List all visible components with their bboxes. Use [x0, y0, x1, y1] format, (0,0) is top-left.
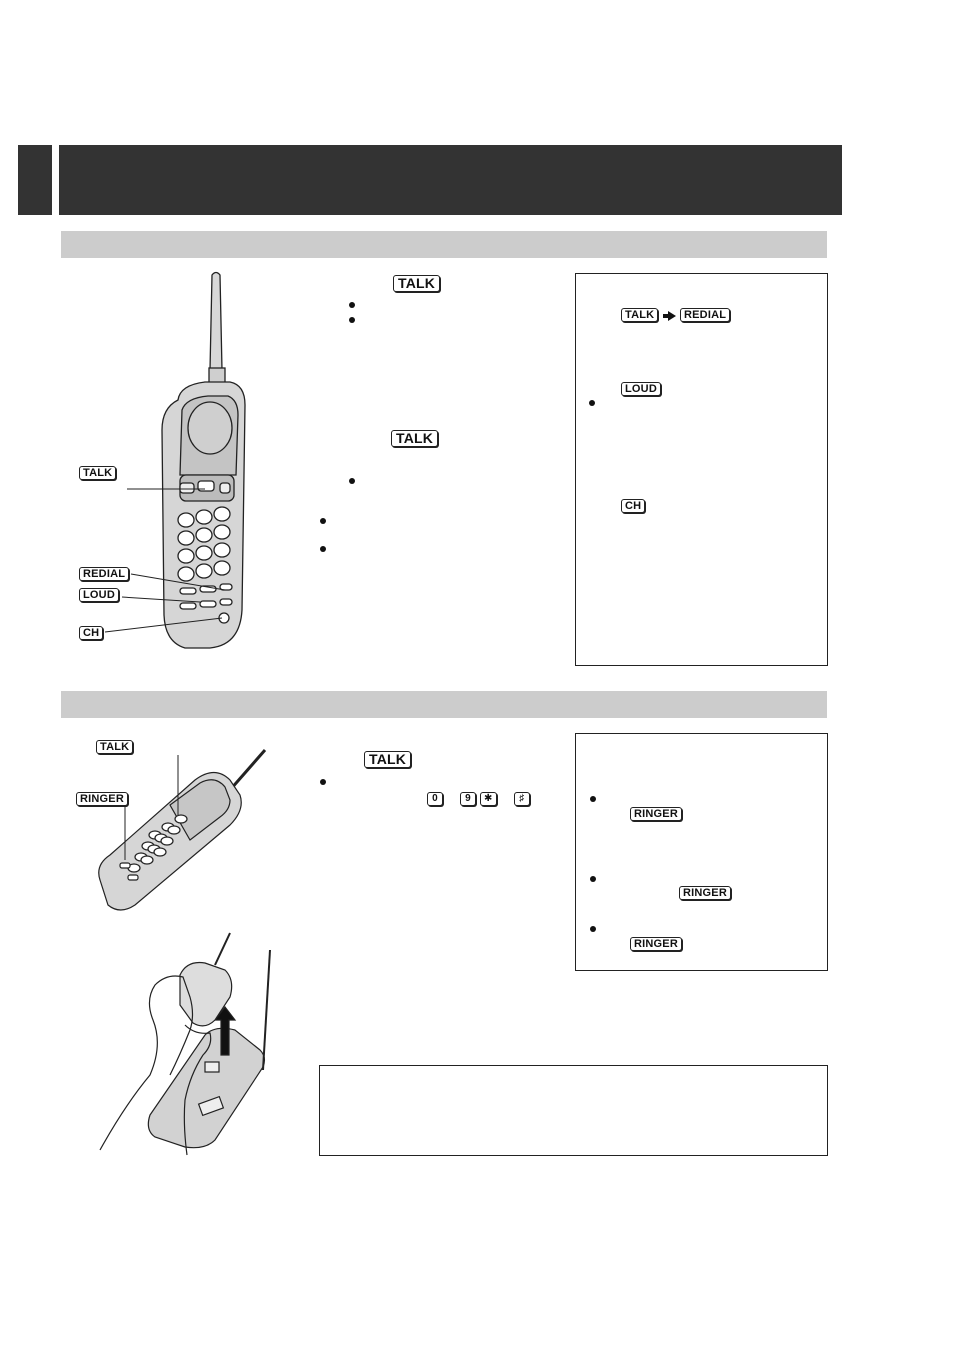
hand-lifting-handset-illustration — [95, 925, 295, 1155]
info-box-2 — [575, 733, 828, 971]
hash-key: ♯ — [514, 792, 530, 806]
talk-key-label-2: TALK — [96, 740, 133, 754]
bullet — [590, 926, 596, 932]
redial-key-label: REDIAL — [79, 567, 129, 581]
ch-key-label: CH — [79, 626, 103, 640]
bullet — [590, 796, 596, 802]
digit-0-key: 0 — [427, 792, 443, 806]
ringer-key-label: RINGER — [76, 792, 128, 806]
step-talk-key-2: TALK — [391, 430, 438, 447]
digit-9-key: 9 — [460, 792, 476, 806]
bullet — [590, 876, 596, 882]
info-ringer-key-2: RINGER — [679, 886, 731, 900]
star-key: ✱ — [480, 792, 497, 806]
loud-key-label: LOUD — [79, 588, 119, 602]
note-box — [319, 1065, 828, 1156]
info-loud-key: LOUD — [621, 382, 661, 396]
info-redial-key: REDIAL — [680, 308, 730, 322]
info-talk-key: TALK — [621, 308, 658, 322]
step-talk-key: TALK — [393, 275, 440, 292]
info-ringer-key-1: RINGER — [630, 807, 682, 821]
info-ringer-key-3: RINGER — [630, 937, 682, 951]
info-ch-key: CH — [621, 499, 645, 513]
talk-key-label: TALK — [79, 466, 116, 480]
answer-talk-key: TALK — [364, 751, 411, 768]
bullet — [320, 779, 326, 785]
